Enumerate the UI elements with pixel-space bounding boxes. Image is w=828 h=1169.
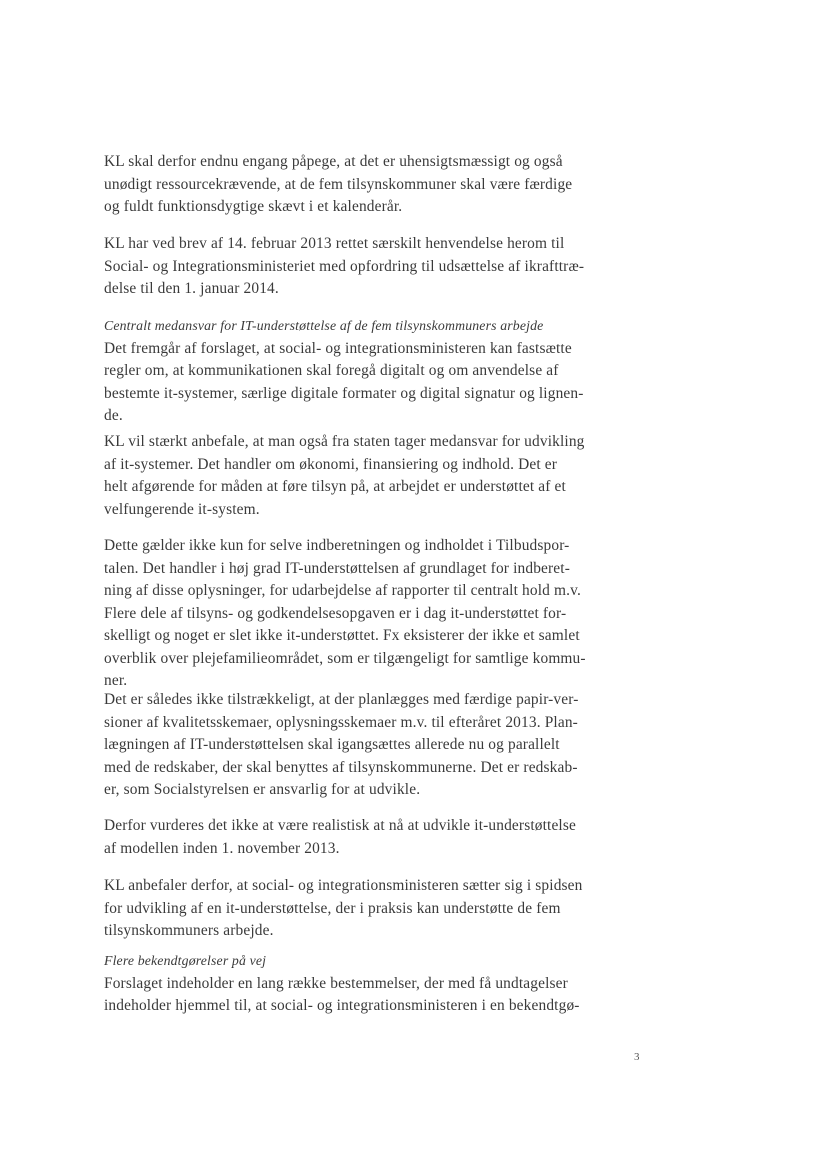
paragraph-tilbudsportalen: [104, 535, 624, 693]
paragraph-recommendation: [104, 875, 624, 943]
text-line: talen. Det handler i høj grad IT-understøttelsen af grundlaget for indberet-: [104, 559, 570, 577]
text-line: for udvikling af en it-understøttelse, der i praksis kan understøtte de fem: [104, 899, 561, 917]
text-line: af it-systemer. Det handler om økonomi, finansiering og indhold. Det er: [104, 455, 558, 473]
text-line: sioner af kvalitetsskemaer, oplysningsskemaer m.v. til efteråret 2013. Plan-: [104, 713, 578, 731]
paragraph-planning: [104, 689, 624, 802]
text-line: velfungerende it-system.: [104, 500, 260, 518]
text-line: KL har ved brev af 14. februar 2013 rettet særskilt henvendelse herom til: [104, 235, 565, 252]
text-line: med de redskaber, der skal benyttes af tilsynskommunerne. Det er redskab-: [104, 758, 578, 776]
page-number: 3: [634, 1051, 640, 1063]
text-line: er, som Socialstyrelsen er ansvarlig for at udvikle.: [104, 781, 421, 798]
text-line: Det fremgår af forslaget, at social- og integrationsministeren kan fastsætte: [104, 339, 572, 357]
text-line: Dette gælder ikke kun for selve indberetningen og indholdet i Tilbudspor-: [104, 537, 570, 554]
text-line: Derfor vurderes det ikke at være realistisk at nå at udvikle it-understøttelse: [104, 817, 576, 834]
section-heading: Flere bekendtgørelser på vej: [104, 953, 267, 968]
text-line: og fuldt funktionsdygtige skævt i et kalenderår.: [104, 198, 403, 215]
paragraph-kl-pointing-out: [104, 151, 624, 219]
text-line: regler om, at kommunikationen skal foregå digitalt og om anvendelse af: [104, 362, 559, 379]
text-line: Forslaget indeholder en lang række bestemmelser, der med få undtagelser: [104, 974, 568, 992]
text-line: indeholder hjemmel til, at social- og integrationsministeren i en bekendtgø-: [104, 997, 580, 1014]
section-it-responsibility: [104, 315, 624, 428]
text-line: de.: [104, 407, 123, 424]
text-line: Social- og Integrationsministeriet med opfordring til udsættelse af ikrafttræ-: [104, 257, 585, 275]
paragraph-letter-february: [104, 233, 624, 301]
paragraph-state-responsibility: [104, 431, 624, 521]
text-line: unødigt ressourcekrævende, at de fem tilsynskommuner skal være færdige: [104, 175, 573, 193]
text-line: KL vil stærkt anbefale, at man også fra staten tager medansvar for udvikling: [104, 433, 585, 450]
text-line: af modellen inden 1. november 2013.: [104, 839, 340, 857]
text-line: overblik over plejefamilieområdet, som er tilgængeligt for samtlige kommu-: [104, 649, 586, 667]
section-more-orders: [104, 950, 624, 1018]
text-line: Flere dele af tilsyns- og godkendelsesopgaven er i dag it-understøttet for-: [104, 604, 567, 622]
text-line: Det er således ikke tilstrækkeligt, at der planlægges med færdige papir-ver-: [104, 691, 579, 708]
text-line: helt afgørende for måden at føre tilsyn på, at arbejdet er understøttet af et: [104, 478, 566, 495]
text-line: skelligt og noget er slet ikke it-understøttet. Fx eksisterer der ikke et samlet: [104, 627, 580, 644]
section-heading: Centralt medansvar for IT-understøttelse af de fem tilsynskommuners arbejde: [104, 318, 544, 333]
text-line: ning af disse oplysninger, for udarbejdelse af rapporter til centralt hold m.v.: [104, 582, 581, 599]
text-line: KL anbefaler derfor, at social- og integrationsministeren sætter sig i spidsen: [104, 877, 583, 894]
text-line: ner.: [104, 672, 128, 689]
paragraph-not-realistic: [104, 815, 624, 860]
text-line: KL skal derfor endnu engang påpege, at det er uhensigtsmæssigt og også: [104, 153, 563, 170]
text-line: delse til den 1. januar 2014.: [104, 280, 279, 297]
text-line: tilsynskommuners arbejde.: [104, 922, 274, 939]
text-line: lægningen af IT-understøttelsen skal igangsættes allerede nu og parallelt: [104, 736, 560, 753]
text-line: bestemte it-systemer, særlige digitale formater og digital signatur og lignen-: [104, 384, 584, 402]
